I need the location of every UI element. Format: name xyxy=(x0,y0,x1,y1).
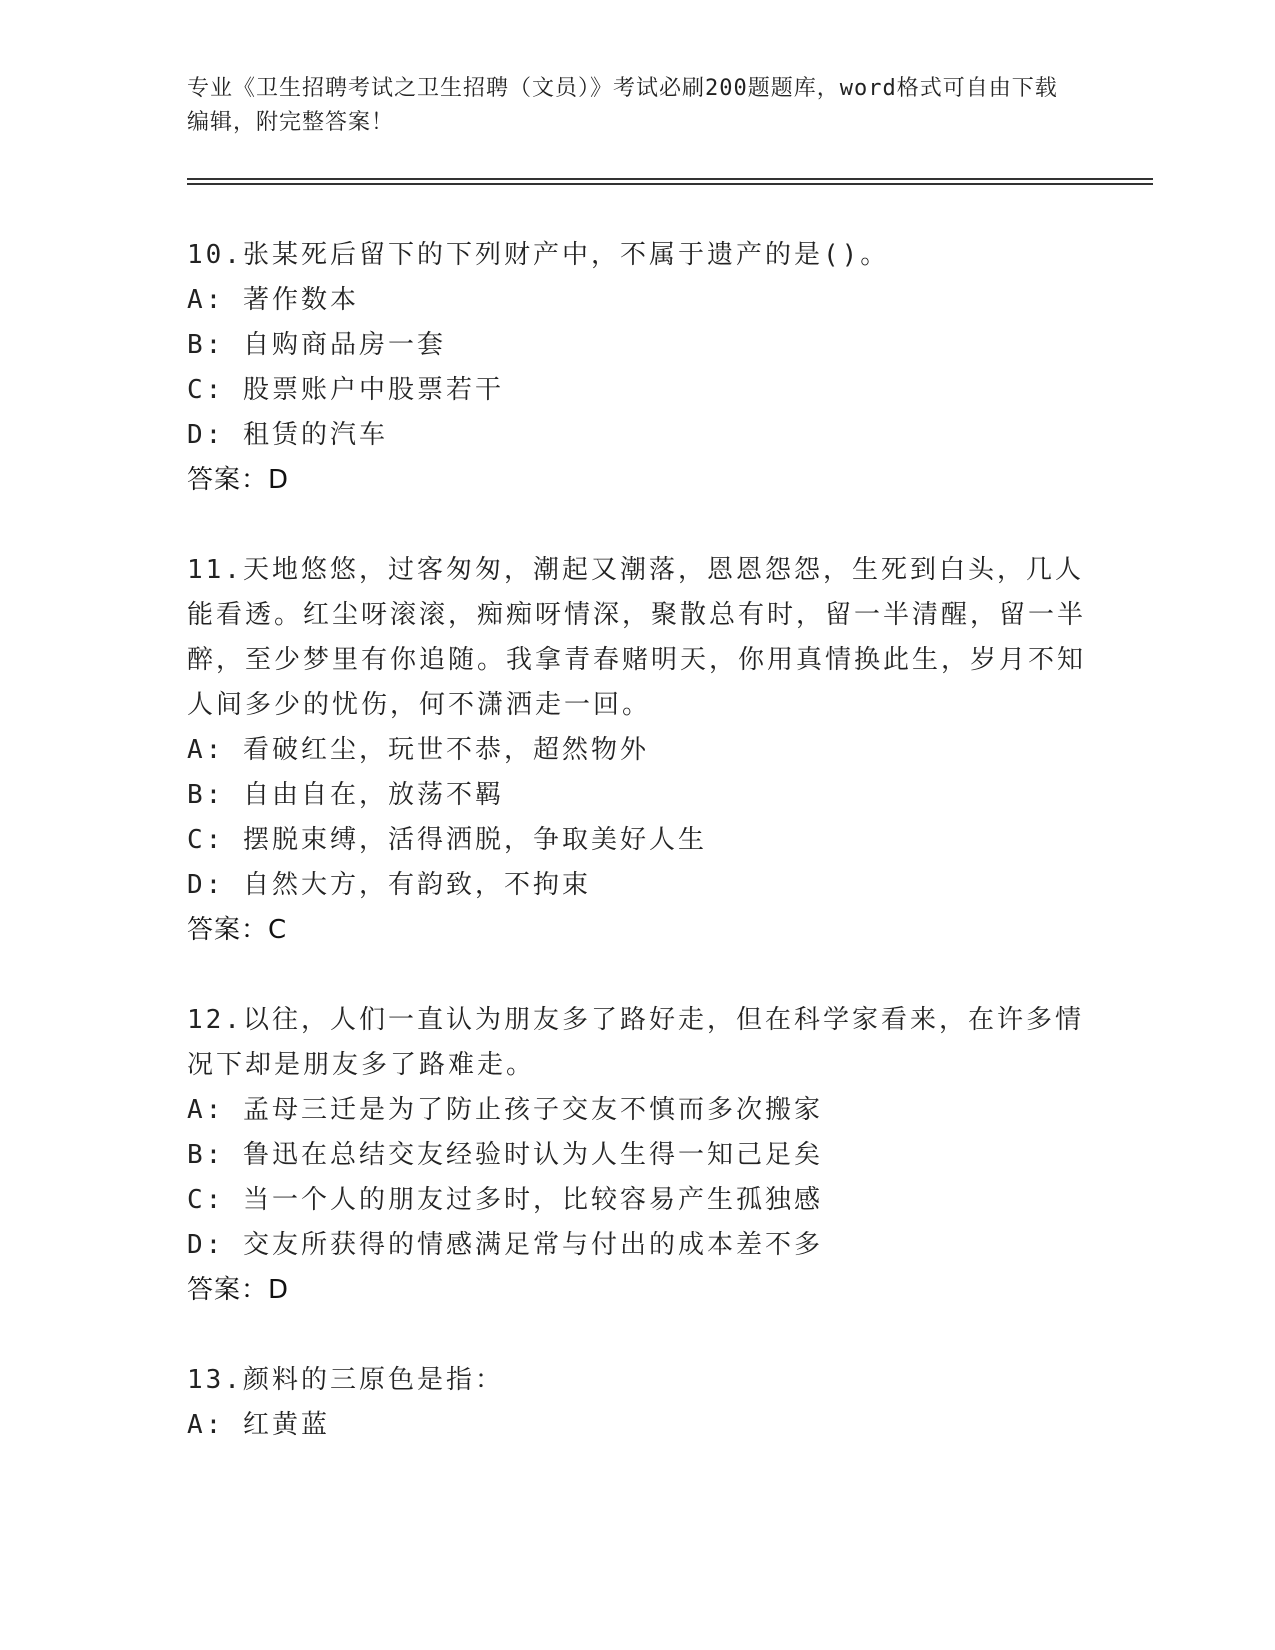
question-list xyxy=(187,233,1087,1493)
option-b: B: 鲁迅在总结交友经验时认为人生得一知己足矣 xyxy=(187,1140,823,1170)
option-a: A: 红黄蓝 xyxy=(187,1410,330,1440)
option-a: A: 孟母三迁是为了防止孩子交友不慎而多次搬家 xyxy=(187,1095,823,1125)
option-c: C: 摆脱束缚，活得洒脱，争取美好人生 xyxy=(187,825,707,855)
question-stem: 10.张某死后留下的下列财产中，不属于遗产的是()。 xyxy=(187,240,890,270)
option-d: D: 租赁的汽车 xyxy=(187,420,388,450)
option-a: A: 著作数本 xyxy=(187,285,359,315)
option-c: C: 当一个人的朋友过多时，比较容易产生孤独感 xyxy=(187,1185,823,1215)
answer-line: 答案：D xyxy=(187,1275,290,1305)
header-rule-bottom xyxy=(187,183,1153,185)
answer-line: 答案：D xyxy=(187,465,290,495)
answer-line: 答案：C xyxy=(187,915,288,945)
option-b: B: 自由自在，放荡不羁 xyxy=(187,780,504,810)
option-d: D: 交友所获得的情感满足常与付出的成本差不多 xyxy=(187,1230,823,1260)
question-13 xyxy=(187,1358,1087,1448)
question-11 xyxy=(187,548,1087,953)
question-10 xyxy=(187,233,1087,503)
question-stem: 12.以往，人们一直认为朋友多了路好走，但在科学家看来，在许多情况下却是朋友多了路难走。 xyxy=(187,1005,1084,1080)
option-d: D: 自然大方，有韵致，不拘束 xyxy=(187,870,591,900)
question-12 xyxy=(187,998,1087,1313)
option-c: C: 股票账户中股票若干 xyxy=(187,375,504,405)
option-a: A: 看破红尘，玩世不恭，超然物外 xyxy=(187,735,649,765)
question-stem: 13.颜料的三原色是指： xyxy=(187,1365,504,1395)
question-stem: 11.天地悠悠，过客匆匆，潮起又潮落，恩恩怨怨，生死到白头，几人能看透。红尘呀滚滚，痴痴呀情深，聚散总有时，留一半清醒，留一半醉，至少梦里有你追随。我拿青春赌明天，你用真情换此生，岁月不知人间多少的忧伤，何不潇洒走一回。 xyxy=(187,555,1087,720)
document-header: 专业《卫生招聘考试之卫生招聘（文员）》考试必刷200题题库，word格式可自由下载编辑，附完整答案！ xyxy=(187,76,1058,135)
header-rule-top xyxy=(187,178,1153,180)
option-b: B: 自购商品房一套 xyxy=(187,330,446,360)
